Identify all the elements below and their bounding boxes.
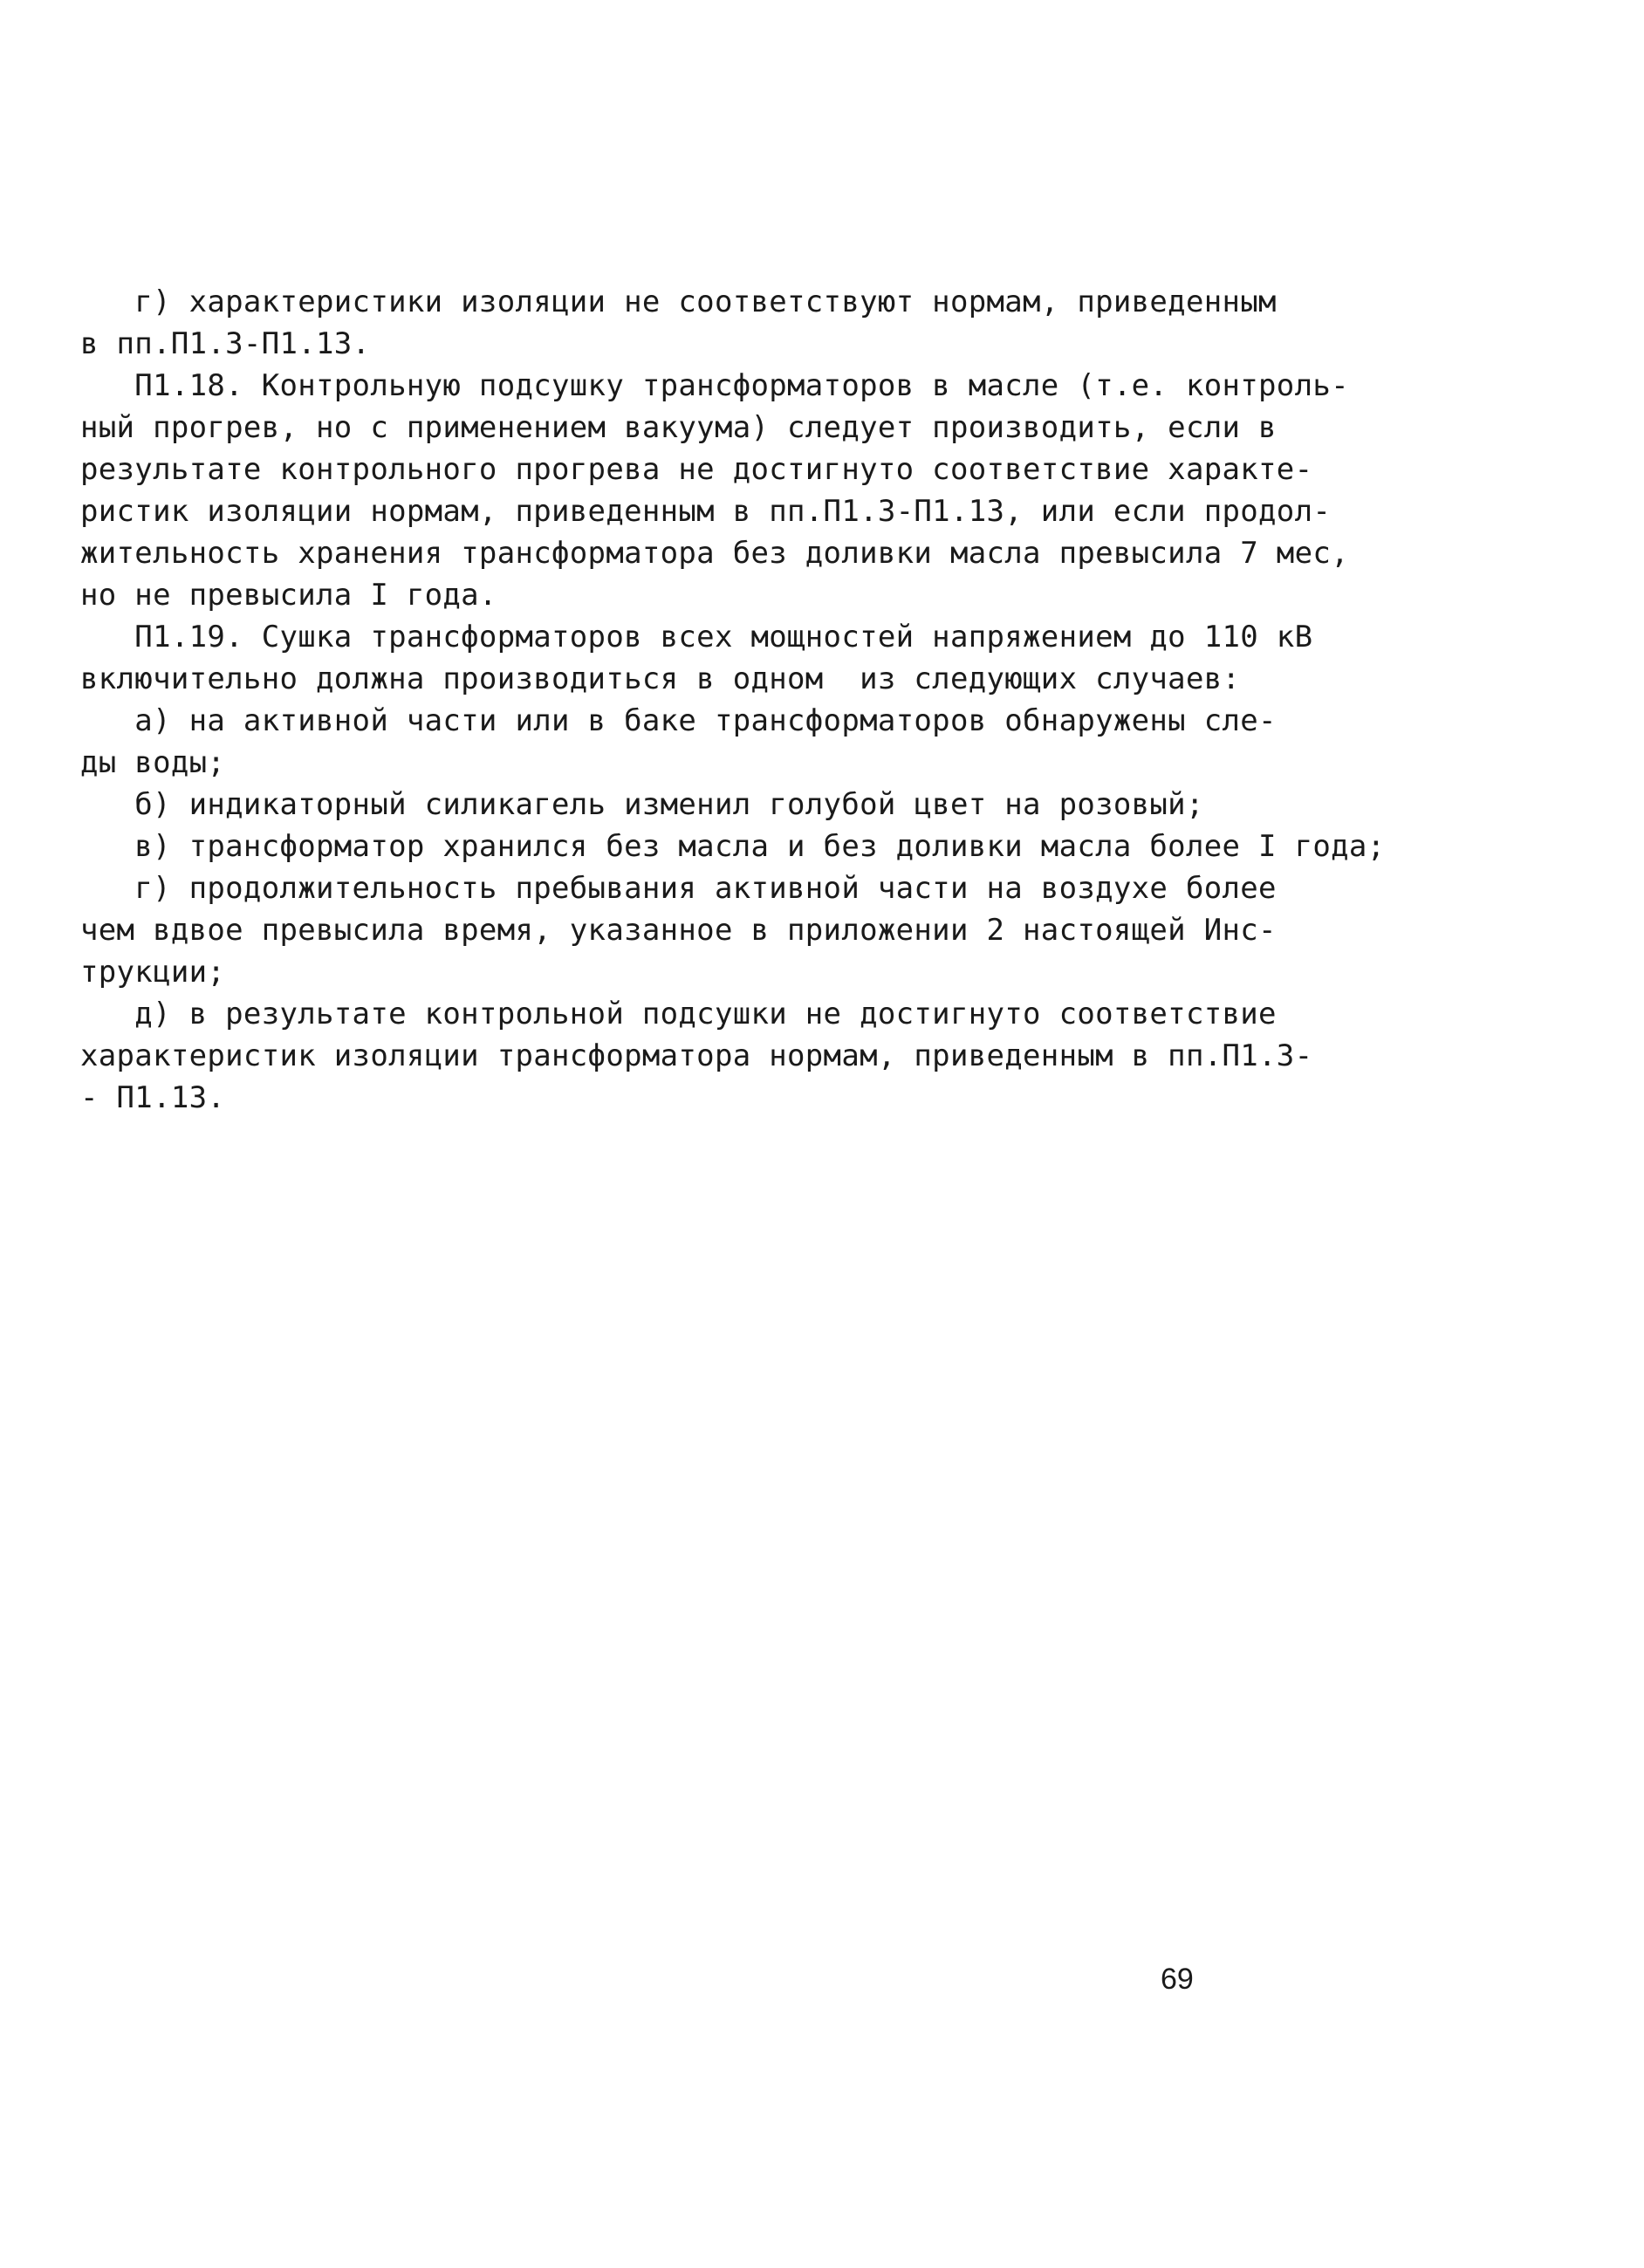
text-line: жительность хранения трансформатора без доливки масла превысила 7 мес,: [80, 536, 1349, 571]
text-line: ристик изоляции нормам, приведенным в пп.П1.3-П1.13, или если продол-: [80, 494, 1332, 529]
text-line: а) на активной части или в баке трансформаторов обнаружены сле-: [80, 703, 1277, 738]
text-line: чем вдвое превысила время, указанное в приложении 2 настоящей Инс-: [80, 913, 1277, 948]
text-line: трукции;: [80, 955, 226, 990]
text-line: в пп.П1.3-П1.13.: [80, 326, 371, 361]
text-line: П1.18. Контрольную подсушку трансформаторов в масле (т.е. контроль-: [80, 368, 1349, 403]
text-line: но не превысила I года.: [80, 578, 497, 613]
text-line: в) трансформатор хранился без масла и без доливки масла более I года;: [80, 829, 1386, 864]
text-line: характеристик изоляции трансформатора нормам, приведенным в пп.П1.3-: [80, 1038, 1313, 1073]
text-line: ды воды;: [80, 745, 226, 780]
text-line: ный прогрев, но с применением вакуума) следует производить, если в: [80, 410, 1277, 445]
text-line: г) характеристики изоляции не соответствуют нормам, приведенным: [80, 284, 1277, 319]
text-line: результате контрольного прогрева не достигнуто соответствие характе-: [80, 452, 1313, 487]
body-text: [80, 281, 1386, 1119]
page-number: 69: [1161, 1963, 1194, 1996]
text-line: г) продолжительность пребывания активной части на воздухе более: [80, 871, 1277, 906]
text-line: включительно должна производиться в одном из следующих случаев:: [80, 661, 1241, 696]
text-line: П1.19. Сушка трансформаторов всех мощностей напряжением до 110 кВ: [80, 620, 1313, 654]
text-line: б) индикаторный силикагель изменил голубой цвет на розовый;: [80, 787, 1204, 822]
text-line: - П1.13.: [80, 1080, 226, 1115]
text-line: д) в результате контрольной подсушки не достигнуто соответствие: [80, 997, 1277, 1031]
